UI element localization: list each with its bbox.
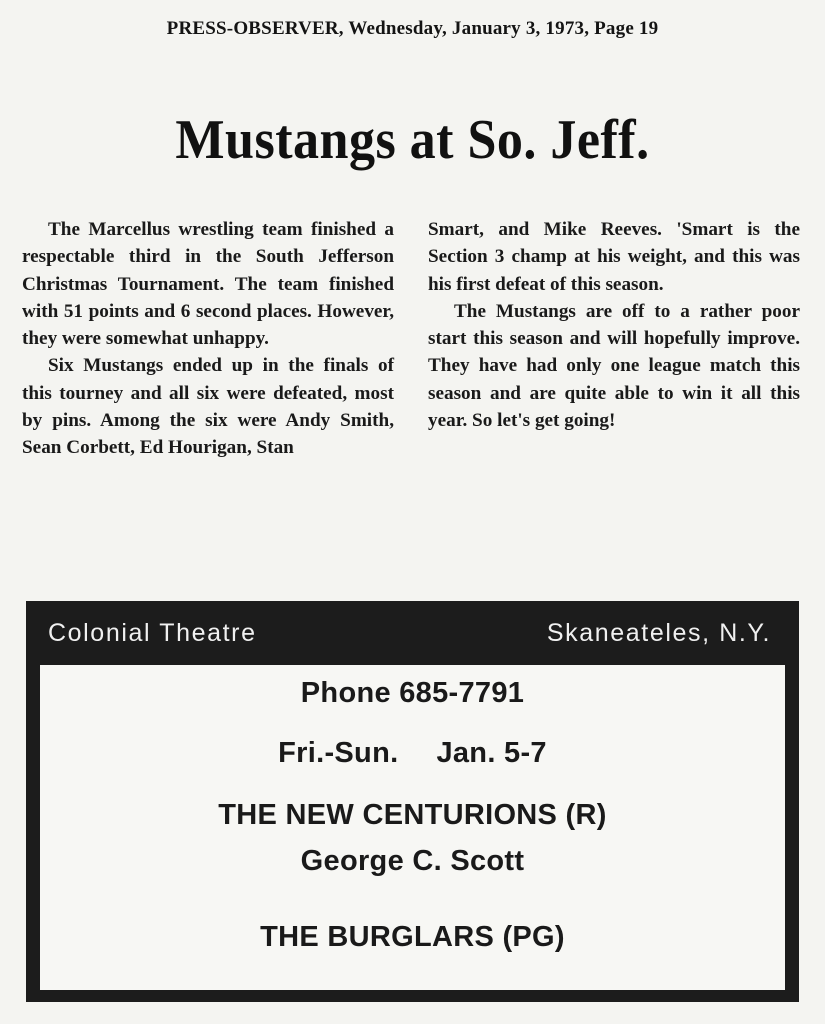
article-column-right [428,216,800,462]
article-headline: Mustangs at So. Jeff. [175,109,650,171]
theatre-location: Skaneateles, N.Y. [546,618,771,647]
ad-banner [26,601,799,665]
ad-content [40,665,785,990]
article-paragraph: Six Mustangs ended up in the finals of this tourney and all six were defeated, most by pins. Among the six were Andy Smith, Sean Corbett, Ed Hourigan, Stan [22,355,394,459]
article-paragraph: The Mustangs are off to a rather poor start this season and will hopefully improve. They have had only one league match this season and are quite able to win it all this year. So let's get going! [428,300,800,432]
ad-dates: Jan. 5-7 [436,737,547,769]
article-column-left [22,216,394,462]
ad-feature-2: THE BURGLARS (PG) [260,921,565,953]
ad-showtimes [40,737,785,770]
article-paragraph: Smart, and Mike Reeves. 'Smart is the Section 3 champ at his weight, and this was his first defeat of this season. [428,219,800,295]
theatre-name: Colonial Theatre [48,618,257,647]
page-header: PRESS-OBSERVER, Wednesday, January 3, 1973, Page 19 [166,18,659,39]
article-paragraph: The Marcellus wrestling team finished a respectable third in the South Jefferson Christmas Tournament. The team finished with 51 points and 6 second places. However, they were somewhat unhappy. [22,219,394,350]
article-body [22,216,800,462]
ad-feature-1: THE NEW CENTURIONS (R) [218,799,607,831]
ad-feature-1-star: George C. Scott [300,845,525,877]
ad-phone: Phone 685-7791 [300,677,525,709]
theatre-advertisement [26,601,799,1002]
ad-days: Fri.-Sun. [278,737,399,769]
